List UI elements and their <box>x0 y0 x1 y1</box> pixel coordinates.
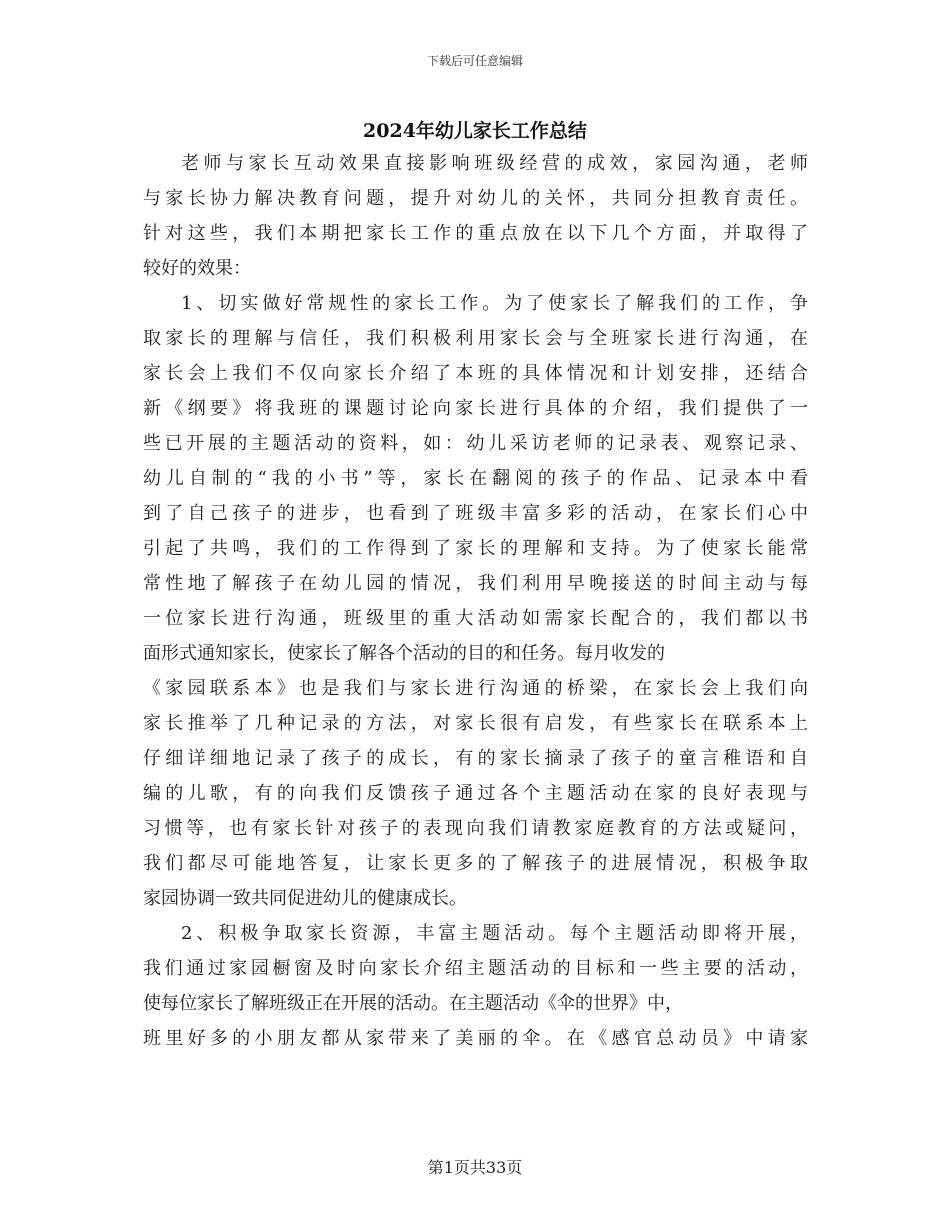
text-line: 较好的效果： <box>143 258 251 279</box>
text-line: 与家长协力解决教育问题，提升对幼儿的关怀，共同分担教育责任。 <box>143 188 808 209</box>
text-line: 老师与家长互动效果直接影响班级经营的成效，家园沟通，老师 <box>181 153 808 174</box>
text-line: 编的儿歌，有的向我们反馈孩子通过各个主题活动在家的良好表现与 <box>143 783 808 804</box>
page-footer: 第1页共33页 <box>427 1158 523 1177</box>
text-line: 《家园联系本》也是我们与家长进行沟通的桥梁，在家长会上我们向 <box>143 678 808 699</box>
text-line: 引起了共鸣，我们的工作得到了家长的理解和支持。为了使家长能常 <box>143 538 808 559</box>
text-line: 1、切实做好常规性的家长工作。为了使家长了解我们的工作，争 <box>181 293 808 314</box>
text-line: 针对这些，我们本期把家长工作的重点放在以下几个方面，并取得了 <box>143 223 808 244</box>
text-line: 2、积极争取家长资源，丰富主题活动。每个主题活动即将开展， <box>181 923 808 944</box>
text-line: 幼儿自制的“我的小书”等，家长在翻阅的孩子的作品、记录本中看 <box>143 468 808 489</box>
text-line: 习惯等，也有家长针对孩子的表现向我们请教家庭教育的方法或疑问， <box>143 818 808 839</box>
text-line: 仔细详细地记录了孩子的成长，有的家长摘录了孩子的童言稚语和自 <box>143 748 808 769</box>
text-line: 家园协调一致共同促进幼儿的健康成长。 <box>143 888 467 909</box>
text-line: 班里好多的小朋友都从家带来了美丽的伞。在《感官总动员》中请家 <box>143 1028 808 1049</box>
text-line: 我们通过家园橱窗及时向家长介绍主题活动的目标和一些主要的活动， <box>143 958 808 979</box>
text-line: 取家长的理解与信任，我们积极利用家长会与全班家长进行沟通，在 <box>143 328 808 349</box>
text-line: 常性地了解孩子在幼儿园的情况，我们利用早晚接送的时间主动与每 <box>143 573 808 594</box>
text-line: 新《纲要》将我班的课题讨论向家长进行具体的介绍，我们提供了一 <box>143 398 808 419</box>
text-line: 一位家长进行沟通，班级里的重大活动如需家长配合的，我们都以书 <box>143 608 808 629</box>
text-line: 使每位家长了解班级正在开展的活动。在主题活动《伞的世界》中， <box>143 993 683 1014</box>
document-title: 2024年幼儿家长工作总结 <box>363 120 587 142</box>
text-line: 我们都尽可能地答复，让家长更多的了解孩子的进展情况，积极争取 <box>143 853 808 874</box>
text-line: 家长推举了几种记录的方法，对家长很有启发，有些家长在联系本上 <box>143 713 808 734</box>
text-line: 家长会上我们不仅向家长介绍了本班的具体情况和计划安排，还结合 <box>143 363 808 384</box>
text-line: 到了自己孩子的进步，也看到了班级丰富多彩的活动，在家长们心中 <box>143 503 808 524</box>
document-body <box>143 146 808 1056</box>
text-line: 面形式通知家长，使家长了解各个活动的目的和任务。每月收发的 <box>143 643 665 664</box>
page-header: 下载后可任意编辑 <box>426 54 523 68</box>
text-line: 些已开展的主题活动的资料，如：幼儿采访老师的记录表、观察记录、 <box>143 433 808 454</box>
